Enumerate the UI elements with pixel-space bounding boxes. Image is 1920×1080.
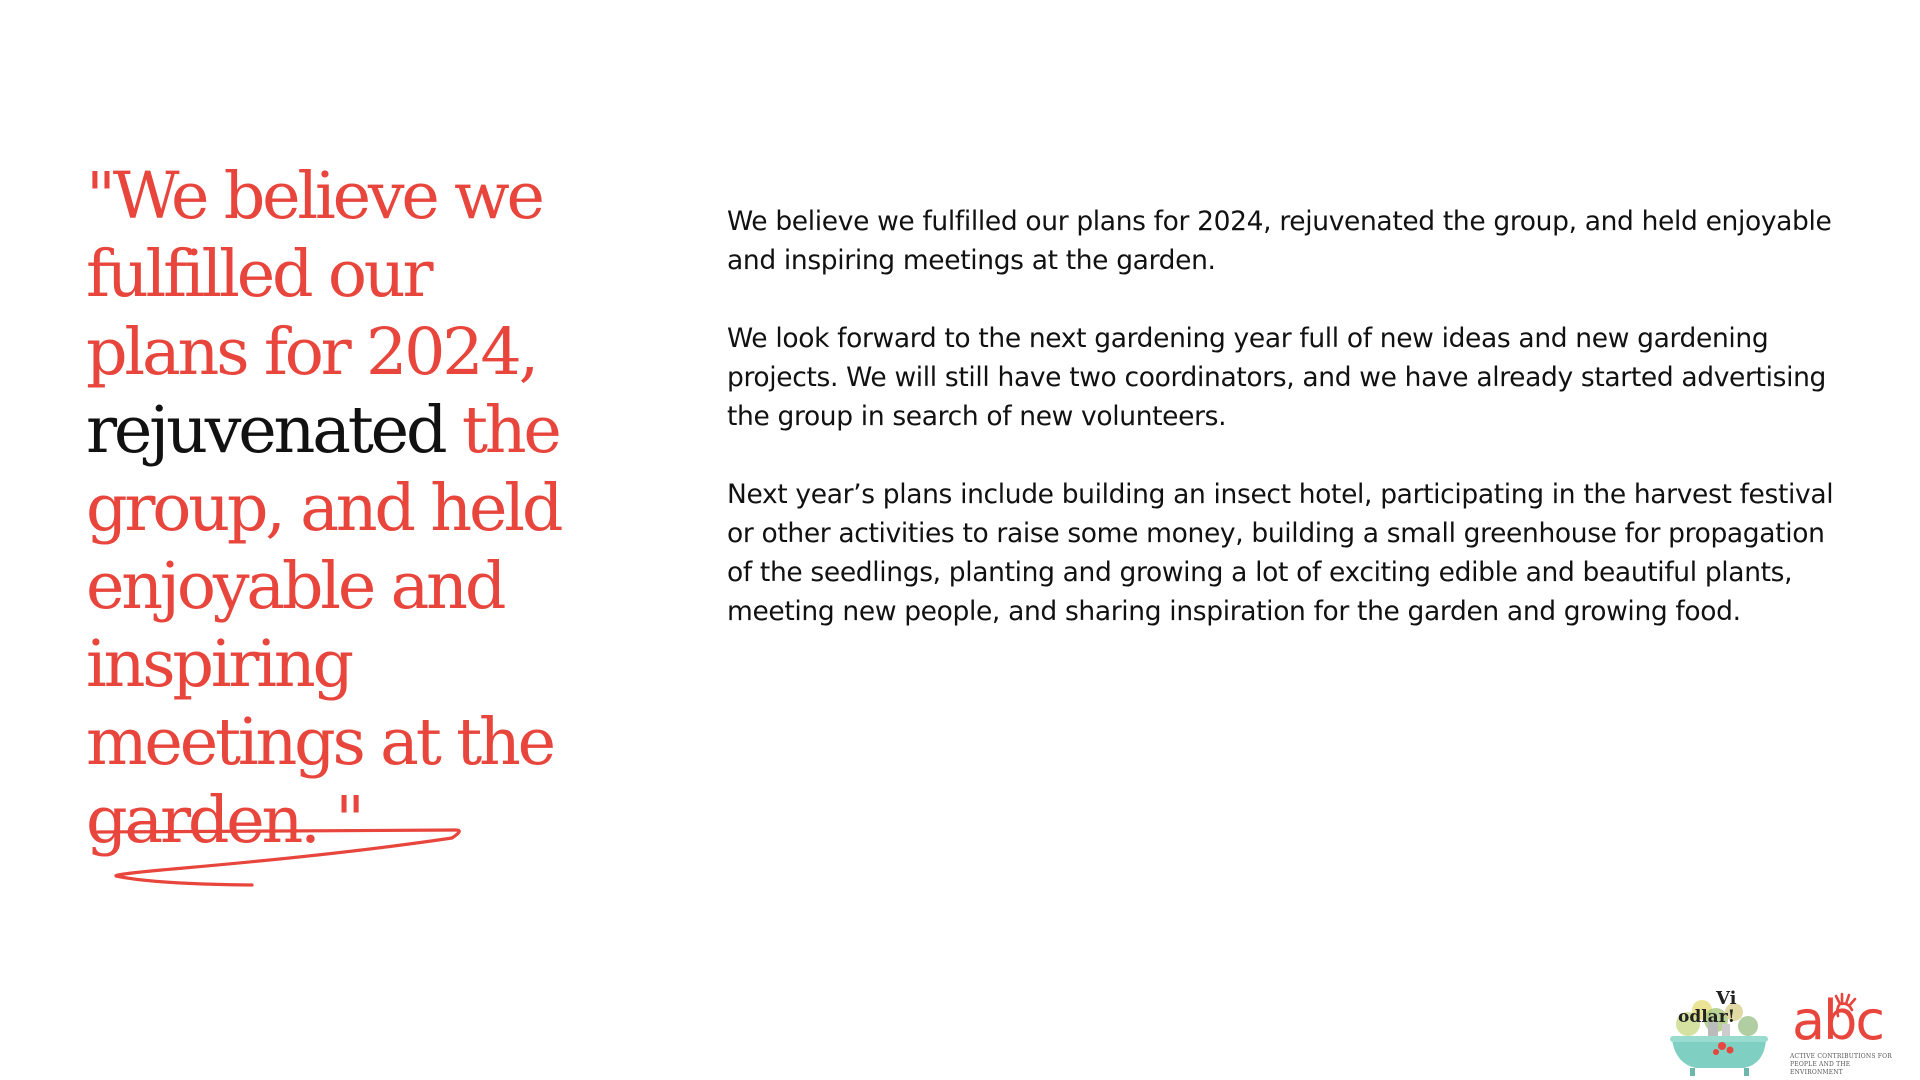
abc-logo	[1790, 990, 1900, 1076]
body-text	[727, 202, 1847, 670]
quote-highlight: rejuvenated	[86, 393, 445, 468]
abc-tagline: ACTIVE CONTRIBUTIONS FOR PEOPLE AND THE ENVIRONMENT	[1790, 1053, 1892, 1076]
quote-part-1: "We believe we fulfilled our plans for 2024,	[86, 159, 542, 390]
paragraph-1: We believe we fulfilled our plans for 2024, rejuvenated the group, and held enjoyable and inspiring meetings at the garden.	[727, 206, 1832, 276]
vi-odlar-line-1: Vi	[1716, 988, 1737, 1009]
vi-odlar-logo	[1668, 984, 1770, 1078]
abc-logo-word: abc	[1792, 989, 1884, 1052]
hand-icon	[1830, 992, 1860, 1018]
scribble-underline-decoration	[94, 822, 464, 888]
paragraph-2: We look forward to the next gardening year full of new ideas and new gardening projects. We will still have two coordinators, and we have already started advertising the group in search of new volunteers.	[727, 323, 1826, 432]
vi-odlar-line-2: odlar!	[1678, 1007, 1736, 1027]
pull-quote	[86, 158, 606, 860]
paragraph-3: Next year’s plans include building an insect hotel, participating in the harvest festival or other activities to raise some money, building a small greenhouse for propagation of the seedlings, planting and growing a lot of exciting edible and beautiful plants, meeting new people, and sharing inspiration for the garden and growing food.	[727, 479, 1834, 627]
quote-part-2: the group, and held enjoyable and inspiring meetings at the garden. "	[86, 393, 561, 858]
